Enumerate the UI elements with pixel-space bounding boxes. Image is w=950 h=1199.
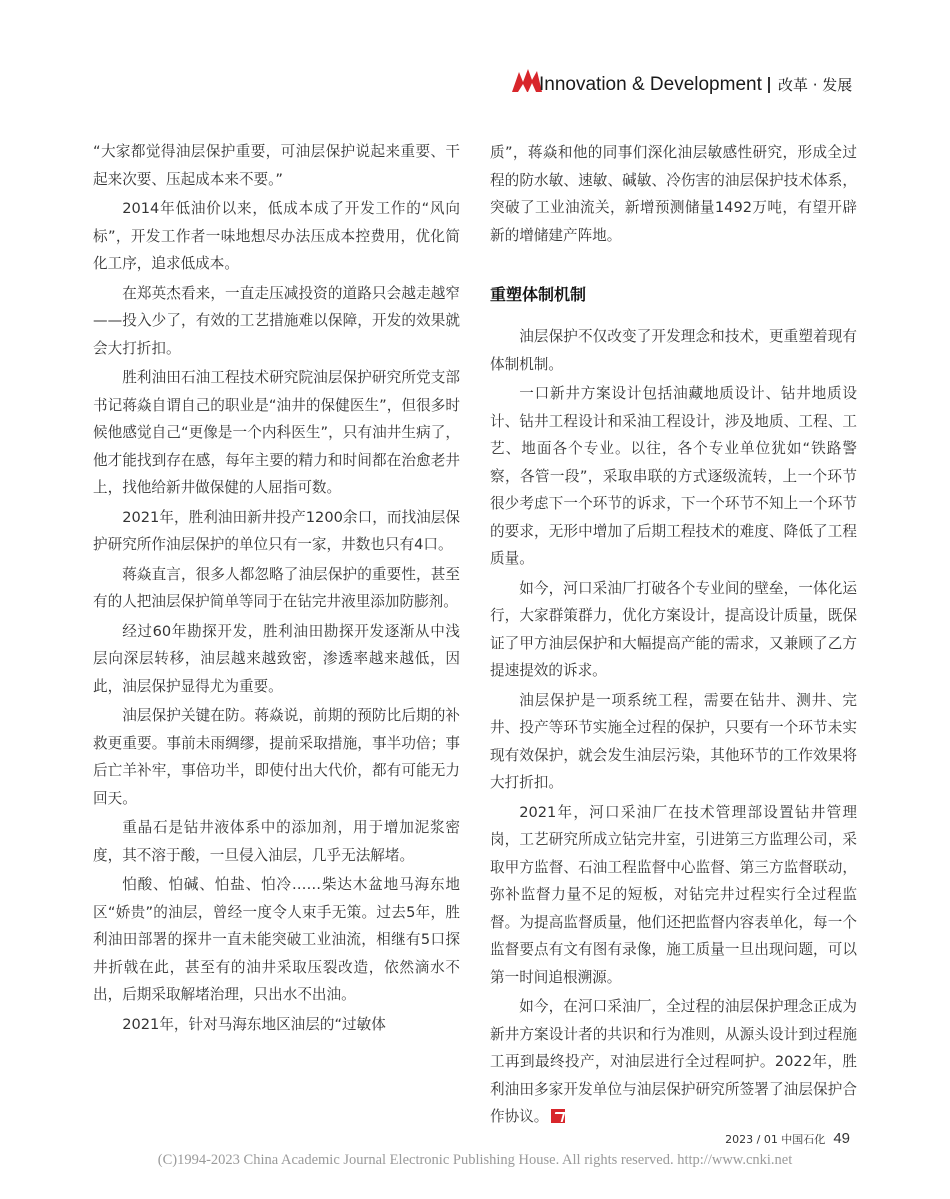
paragraph: 蒋焱直言，很多人都忽略了油层保护的重要性，甚至有的人把油层保护简单等同于在钻完井液里添加防膨剂。 [93,565,460,610]
paragraph: 重晶石是钻井液体系中的添加剂，用于增加泥浆密度，其不溶于酸，一旦侵入油层，几乎无法解堵。 [93,819,460,864]
paragraph: 油层保护不仅改变了开发理念和技术，更重塑着现有体制机制。 [490,328,857,373]
paragraph: 怕酸、怕碱、怕盐、怕冷……柴达木盆地马海东地区“娇贵”的油层，曾经一度令人束手无策。过去5年，胜利油田部署的探井一直未能突破工业油流，相继有5口探井折戟在此，甚至有的油井采取压裂改造，依然滴水不出，后期采取解堵治理，只出水不出油。 [93,876,460,1003]
right-column [490,139,857,1133]
paragraph: “大家都觉得油层保护重要，可油层保护说起来重要、干起来次要、压起成本来不要。” [93,143,460,188]
paragraph: 胜利油田石油工程技术研究院油层保护研究所党支部书记蒋焱自谓自己的职业是“油井的保健医生”，但很多时候他感觉自己“更像是一个内科医生”，只有油井生病了，他才能找到存在感，每年主要的精力和时间都在治愈老井上，找他给新井做保健的人屈指可数。 [93,369,460,496]
section-heading: 重塑体制机制 [490,285,587,304]
article-end-icon [551,1109,565,1123]
paragraph: 2021年，河口采油厂在技术管理部设置钻井管理岗，工艺研究所成立钻完井室，引进第三方监理公司，采取甲方监督、石油工程监督中心监督、第三方监督联动，弥补监督力量不足的短板，对钻完井过程实行全过程监督。为提高监督质量，他们还把监督内容表单化，每一个监督要点有文有图有录像，施工质量一旦出现问题，可以第一时间追根溯源。 [490,803,857,986]
paragraph: 如今，河口采油厂打破各个专业间的壁垒，一体化运行，大家群策群力，优化方案设计，提高设计质量，既保证了甲方油层保护和大幅提高产能的需求，又兼顾了乙方提速提效的诉求。 [490,579,857,679]
paragraph-continuation: 质”，蒋焱和他的同事们深化油层敏感性研究，形成全过程的防水敏、速敏、碱敏、冷伤害的油层保护技术体系，突破了工业油流关，新增预测储量1492万吨，有望开辟新的增储建产阵地。 [490,144,857,244]
paragraph: 油层保护是一项系统工程，需要在钻井、测井、完井、投产等环节实施全过程的保护，只要有一个环节未实现有效保护，就会发生油层污染，其他环节的工作效果将大打折扣。 [490,691,857,791]
paragraph: 油层保护关键在防。蒋焱说，前期的预防比后期的补救更重要。事前未雨绸缪，提前采取措施，事半功倍；事后亡羊补牢，事倍功半，即使付出大代价，都有可能无力回天。 [93,707,460,807]
paragraph: 2014年低油价以来，低成本成了开发工作的“风向标”，开发工作者一味地想尽办法压成本控费用，优化简化工序，追求低成本。 [93,200,460,272]
magazine-section-title: Innovation & Development [539,74,762,95]
paragraph: 一口新井方案设计包括油藏地质设计、钻井地质设计、钻井工程设计和采油工程设计，涉及地质、工程、工艺、地面各个专业。以往，各个专业单位犹如“铁路警察，各管一段”，采取串联的方式逐级流转，上一个环节很少考虑下一个环节的诉求，下一个环节不知上一个环节的要求，无形中增加了后期工程技术的难度、降低了工程质量。 [490,385,857,567]
paragraph: 在郑英杰看来，一直走压减投资的道路只会越走越窄——投入少了，有效的工艺措施难以保障，开发的效果就会大打折扣。 [93,284,460,357]
page-number: 49 [833,1130,850,1147]
left-column [93,139,460,1040]
paragraph-last [490,993,857,1131]
paragraph: 2021年，针对马海东地区油层的“过敏体 [122,1015,386,1033]
paragraph: 2021年，胜利油田新井投产1200余口，而找油层保护研究所作油层保护的单位只有一家，井数也只有4口。 [93,508,460,553]
copyright-notice: (C)1994-2023 China Academic Journal Electronic Publishing House. All rights reserved. http://www.cnki.net [157,1152,793,1168]
paragraph: 经过60年勘探开发，胜利油田勘探开发逐渐从中浅层向深层转移，油层越来越致密，渗透率越来越低，因此，油层保护显得尤为重要。 [93,622,460,695]
section-label: 改革 · 发展 [778,76,853,94]
paragraph-text: 如今，在河口采油厂，全过程的油层保护理念正成为新井方案设计者的共识和行为准则，从源头设计到过程施工再到最终投产，对油层进行全过程呵护。2022年，胜利油田多家开发单位与油层保护研究所签署了油层保护合作协议。 [490,998,857,1125]
header-divider [768,77,770,93]
page-folio [725,1128,850,1148]
issue-label: 2023 / 01 中国石化 [725,1133,826,1146]
